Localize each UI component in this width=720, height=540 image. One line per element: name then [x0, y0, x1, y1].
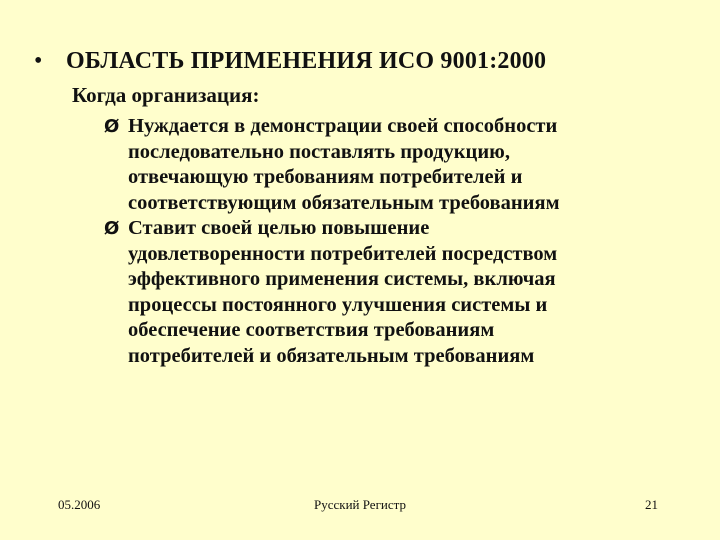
- bullet-point-2: [104, 216, 684, 369]
- bullet-point-1: [104, 114, 684, 216]
- bullet-line: обеспечение соответствия требованиям: [128, 319, 495, 341]
- arrow-bullet-icon: Ø: [104, 116, 120, 137]
- bullet-line: потребителей и обязательным требованиям: [128, 344, 535, 367]
- bullet-line: удовлетворенности потребителей посредством: [128, 242, 558, 265]
- bullet-line: Ставит своей целью повышение: [128, 217, 430, 239]
- bullet-line: соответствующим обязательным требованиям: [128, 191, 560, 214]
- bullet-line: эффективного применения системы, включая: [128, 268, 556, 290]
- slide-number: 21: [645, 497, 658, 512]
- intro-text: Когда организация:: [72, 83, 260, 107]
- bullet-line: последовательно поставлять продукцию,: [128, 140, 510, 163]
- footer-organization: Русский Регистр: [314, 497, 406, 512]
- slide-title: [34, 46, 694, 76]
- bullet-line: процессы постоянного улучшения системы и: [128, 293, 548, 316]
- bullet-list: [104, 114, 684, 369]
- bullet-line: Нуждается в демонстрации своей способности: [128, 115, 558, 137]
- bullet-line: отвечающую требованиям потребителей и: [128, 166, 523, 188]
- title-text: ОБЛАСТЬ ПРИМЕНЕНИЯ ИСО 9001:2000: [66, 48, 547, 74]
- title-bullet-icon: •: [34, 48, 43, 74]
- arrow-bullet-icon: Ø: [104, 218, 120, 239]
- footer-date: 05.2006: [58, 497, 101, 512]
